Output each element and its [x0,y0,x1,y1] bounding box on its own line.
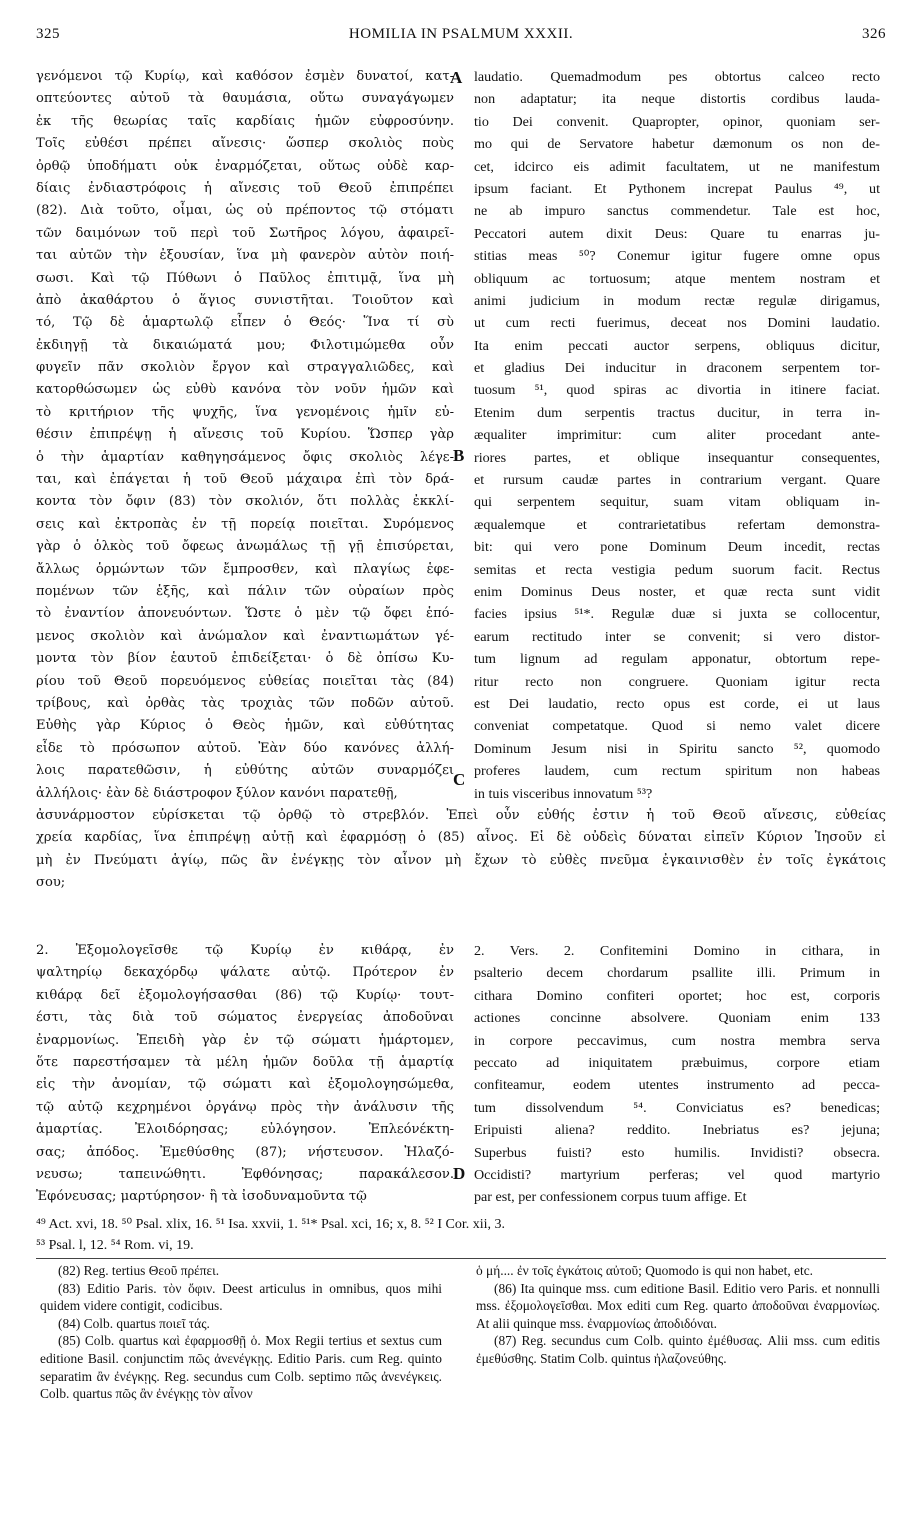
greek-text-line: (82). Διὰ τοῦτο, οἶμαι, ὡς οὐ πρέποντος τῷ στόματι [36,203,454,219]
latin-text-line: tio Dei convenit. Quapropter, opinor, quoniam ser- [474,113,880,130]
latin-column-lower [474,940,880,1209]
running-header [36,26,886,54]
latin-text-line: facies ipsius ⁵¹*. Regulæ duæ si juxta se collocentur, [474,606,880,623]
greek-text-line: γὰρ ὁ ὁλκὸς τοῦ ὄφεως ἀνωμάλως τῇ γῇ ἐπισύρεται, [36,539,454,555]
latin-text-line: ut cum recti fuerimus, deceat nos Domini laudatio. [474,315,880,332]
latin-text-line: stitias meas ⁵⁰? Conemur igitur fugere omne opus [474,248,880,265]
footnote: ὁ μή.... ἐν τοῖς ἐγκάτοις αὐτοῦ; Quomodo is qui non habet, etc. [476,1263,813,1278]
latin-text-line: Superbus fuisti? esto humilis. Invidisti? obsecra. [474,1144,880,1161]
greek-text-line: Ἐφόνευσας; μαρτύρησον· ἢ τὰ ἰσοδυναμοῦντα τῷ [36,1189,367,1205]
latin-text-line: Eripuisti aliena? reddito. Inebriatus es? jejuna; [474,1122,880,1139]
latin-text-line: æqualemque et contrarietatibus refertam demonstra- [474,516,880,533]
greek-text-line: ἀλλήλοις· ἐὰν δὲ διάστροφον ξύλον κανόνι παρατεθῇ, [36,785,398,801]
latin-text-line: par est, per confessionem corpus tuum affige. Et [474,1189,747,1206]
greek-text-line: ὁ τὴν ἁμαρτίαν καθηγησάμενος ὄφις σκολιὸς λέγε- [36,449,454,465]
latin-text-line: enim Dominus Deus noster, et quæ recta sunt vidit [474,583,880,600]
section-marker-d: D [453,1164,466,1183]
greek-text-line: ὀρθῷ ὑποδήματι οὐκ ἐναρμόζεται, οὕτως οὐδὲ καρ- [36,158,454,174]
greek-text-line: ἐκδιηγῇ τὰ δικαιώματά μου; Φιλοτιμώμεθα οὖν [36,337,454,353]
greek-text-line: εἶδε τὸ πρόσωπον αὐτοῦ. Ἐὰν δύο κανόνες ἀλλή- [36,740,454,756]
latin-text-line: actiones concinne absolvere. Quoniam enim 133 [474,1010,880,1027]
latin-text-line: tum lignum ad regulam apponatur, obtortum repe- [474,651,880,668]
greek-text-line: κοντα τὸν ὄφιν (83) τὸν σκολιόν, ὅτι πολλὰς ἐκκλί- [36,494,454,510]
greek-text-line: εἰς τὴν ἀνομίαν, τῷ σώματι καὶ ἐξομολογησώμεθα, [36,1077,454,1093]
greek-text-line: ἀσυνάρμοστον εὑρίσκεται τῷ ὀρθῷ τὸ στρεβλόν. Ἐπεὶ οὖν εὐθής ἐστιν ἡ τοῦ Θεοῦ αἴνεσις, εὐθείας [36,808,886,823]
scripture-references [36,1214,886,1256]
latin-text-line: riores partes, et oblique insequantur consequentes, [474,449,880,466]
greek-text-line: θέσιν ἐπιπρέψῃ ἡ αἴνεσις τοῦ Κυρίου. Ὥσπερ γὰρ [36,427,454,443]
greek-text-line: ἄλλως ὁρμώντων τῶν ἔμπροσθεν, καὶ πλαγίως ἑφε- [36,561,454,577]
latin-text-line: Peccatori autem dixit Deus: Quare tu enarras ju- [474,225,880,242]
greek-text-line: ἐναρμονίως. Ἐπειδὴ γὰρ ἐν τῷ σώματι ἡμάρτομεν, [36,1032,454,1048]
greek-text-line: σεις καὶ ἐκτροπὰς ἐν τῇ πορείᾳ ποιεῖται. Συρόμενος [36,516,454,532]
footnote-divider [36,1258,886,1259]
latin-text-line: 2. Vers. 2. Confitemini Domino in cithara, in [474,943,880,959]
latin-text-line: Dominum Jesum nisi in Spiritu sancto ⁵², quomodo [474,740,880,757]
greek-text-line: έστι, τὰς διὰ τοῦ σώματος ἐνεργείας ἀποδοῦναι [36,1010,454,1026]
greek-text-line: τρίβους, καὶ ὀρθὰς τὰς τροχιὰς τῶν ποδῶν αὐτοῦ. [36,695,454,711]
greek-text-line: φυγεῖν πᾶν σκολιὸν ἔργον καὶ στραγγαλιῶδες, καὶ [36,360,454,376]
greek-text-line: Τοῖς εὐθέσι πρέπει αἴνεσις· ὥσπερ σκολιὸς ποὺς [36,136,454,152]
greek-column-upper [36,66,454,805]
footnote: (85) Colb. quartus καὶ ἐφαρμοσθῇ ὁ. Mox Regii tertius et sextus cum editione Basil. conjunctim πῶς ἀνενέγκῃς. Editio Paris. cum Reg. quinto separatim ἂν ἐνέγκῃς. Reg. secundus cum Colb. septimo πῶς ἀνενέγκεις. Colb. quartus πῶς ἂν ἐνέγκῃς τὸν αἶνον [40,1333,442,1402]
greek-text-line: τό, Τῷ δὲ ἁμαρτωλῷ εἶπεν ὁ Θεός· Ἵνα τί σὺ [36,315,454,331]
latin-text-line: psalterio decem chordarum psallite illi. Primum in [474,965,880,982]
latin-text-line: earum rectitudo inter se convenit; si vero distor- [474,628,880,645]
greek-text-line: σωσι. Καὶ τῷ Πύθωνι ὁ Παῦλος ἐπιτιμᾷ, ἵνα μὴ [36,270,454,286]
latin-text-line: non adaptatur; ita neque distortis cordibus lauda- [474,91,880,108]
latin-text-line: cet, idcirco eis adimit facultatem, ut ne manifestum [474,158,880,175]
latin-text-line: peccato ad iniquitatem præbuimus, corpore etiam [474,1054,880,1071]
page-number-right: 326 [862,26,886,42]
latin-text-line: animi judicium in modum rectæ regulæ dirigamus, [474,292,880,309]
latin-text-line: ipsum faciant. Et Pythonem increpat Paulus ⁴⁹, ut [474,180,880,197]
greek-text-line: τὸ κριτήριον τῆς ψυχῆς, ἵνα γενομένοις ἡμῖν εὐ- [36,404,454,420]
latin-text-line: mo qui de Servatore habetur dæmonum os non de- [474,136,880,153]
footnote: (86) Ita quinque mss. cum editione Basil. Editio vero Paris. et nonnulli mss. ἐξομολογεῖσθαι. Mox editi cum Reg. quarto ἀποδοῦναι ἐναρμονίως. At alii quinque mss. ἐναρμονίως ἀποδιδόναι. [476,1280,880,1331]
latin-text-line: et gladius Dei inducitur in draconem serpentem tor- [474,360,880,377]
footnote: (87) Reg. secundus cum Colb. quinto ἐμέθυσας. Alii mss. cum editis ἐμεθύσθης. Statim Colb. quintus ἠλαζονεύθης. [476,1333,880,1366]
latin-text-line: bit: qui vero pone Dominum Deum incedit, rectas [474,539,880,556]
latin-text-line: qui serpentem sequitur, suam vitam obliquam in- [474,494,880,511]
section-marker-c: C [453,770,466,789]
latin-text-line: et rursum caudæ partes in contrarium vergant. Quare [474,472,880,489]
greek-text-line: κατορθώσωμεν ὡς εὐθὺ κανόνα τὸν νοῦν ἡμῶν καὶ [36,382,454,398]
footnote: (83) Editio Paris. τὸν ὄφιν. Deest articulus in omnibus, quos mihi quidem videre contigit, codicibus. [40,1280,442,1314]
greek-text-line: χρεία καρδίας, ἵνα ἐπιπρέψῃ αὐτῇ καὶ ἐφαρμόσῃ ὁ (85) αἶνος. Εἰ δὲ οὐδεὶς δύναται εἰπεῖν Κύριον Ἰησοῦν εἰ [36,830,886,846]
latin-text-line: Occidisti? martyrium perferas; vel quod martyrio [474,1166,880,1183]
greek-text-line: πομένων τῶν ἑξῆς, καὶ πάλιν τῶν οὐραίων πρὸς [36,583,454,599]
greek-text-line: λοις παρατεθῶσιν, ἡ εὐθύτης αὐτῶν συναρμόζει [36,763,454,779]
footnote: (82) Reg. tertius Θεοῦ πρέπει. [58,1263,220,1278]
footnotes-right [476,1262,880,1368]
latin-text-line: tuosum ⁵¹, quod spiras ac divortia in itinere faciat. [474,382,880,399]
section-marker-a: A [450,68,463,87]
greek-text-line: τῷ αὐτῷ κεχρημένοι ὀργάνῳ πρὸς τὴν ἀνάλυσιν τῆς [36,1099,454,1115]
latin-column-upper [474,66,880,805]
greek-text-line: ἐκ τῆς θεωρίας ταῖς καρδίαις ἡμῶν εὐφροσύνην. [36,113,454,129]
section-marker-b: B [453,446,465,465]
greek-text-line: μὴ ἐν Πνεύματι ἁγίῳ, πῶς ἂν ἐνέγκῃς τὸν αἶνον μὴ ἔχων τὸ εὐθὲς πνεῦμα ἐγκαινισθὲν ἐν τοῖς ἐγκάτοις [36,852,886,868]
greek-text-line: 2. Ἐξομολογεῖσθε τῷ Κυρίῳ ἐν κιθάρᾳ, ἐν [36,943,454,958]
greek-text-line: ρίου τοῦ Θεοῦ πορευόμενος εὐθείας ποιεῖται τὰς (84) [36,673,454,689]
page-number-left: 325 [36,26,60,42]
latin-text-line: est Dei laudatio, recto opus est corde, ei ut laus [474,695,880,712]
greek-text-line: γενόμενοι τῷ Κυρίῳ, καὶ καθόσον ἐσμὲν δυνατοί, κατ- [36,69,454,84]
latin-text-line: ne ab impuro sanctus commendetur. Tale est hoc, [474,203,880,220]
latin-text-line: in tuis visceribus innovatum ⁵³? [474,785,653,802]
greek-text-line: τὸ ἐναντίον ἀπονευόντων. Ὥστε ὁ μὲν τῷ ὄφει ἑπό- [36,606,454,622]
greek-text-line: κιθάρᾳ δεῖ ἐξομολογήσασθαι (86) τῷ Κυρίῳ· τουτ- [36,987,454,1003]
greek-text-line: ται αὐτῶν τὴν ἐξουσίαν, ἵνα μὴ φανερὸν αὐτὸν ποιή- [36,248,454,264]
greek-text-line: ἀπὸ ἀκαθάρτου ὁ ἅγιος συνιστῆται. Τοιοῦτον καὶ [36,292,454,308]
greek-text-line: ται, καὶ ἐπάγεται ἡ τοῦ Θεοῦ μάχαιρα ἐπὶ τὸν δρά- [36,472,454,488]
latin-text-line: Ita enim peccati auctor serpens, obliquus dicitur, [474,337,880,354]
greek-text-line: οπτεύοντες αὐτοῦ τὰ θαυμάσια, οὕτω συναγάγωμεν [36,91,454,107]
scripture-reference-line: ⁵³ Psal. l, 12. ⁵⁴ Rom. vi, 19. [36,1238,194,1253]
running-title: HOMILIA IN PSALMUM XXXII. [348,26,574,42]
latin-text-line: obliquum ac tortuosum; atque mentem nostram et [474,270,880,287]
latin-text-line: laudatio. Quemadmodum pes obtortus calceo recto [474,69,880,85]
greek-text-line: σου; [36,875,66,891]
greek-text-line: Εὐθὴς γὰρ Κύριος ὁ Θεὸς ἡμῶν, καὶ εὐθύτητας [36,718,454,734]
greek-text-line: μοντα τὸν βίον ἑαυτοῦ ἐπιδείξεται· ὁ δὲ ὀπίσω Κυ- [36,651,454,667]
latin-text-line: semitas et recta vestigia pedum suorum facit. Rectus [474,561,880,578]
latin-text-line: in corpore peccavimus, cum nostra membra serva [474,1032,880,1049]
greek-text-line: ὅτε παρεστήσαμεν τὰ μέλη ἡμῶν δοῦλα τῇ ἁμαρτίᾳ [36,1054,454,1070]
latin-text-line: proferes laudem, cum rectum spiritum non habeas [474,763,880,780]
latin-text-line: conveniat competatque. Quod si nemo valet dicere [474,718,880,735]
greek-text-line: τῶν δαιμόνων τοῦ περὶ τοῦ Σωτῆρος λόγου, ἀφαιρεῖ- [36,225,454,241]
greek-text-line: μενος σκολιὸν καὶ ἀνώμαλον καὶ ἐναντιωμάτων γέ- [36,628,454,644]
footnotes-left [40,1262,442,1403]
latin-text-line: cithara Domino confiteri oportet; hoc est, corporis [474,987,880,1004]
latin-text-line: æqualiter imprimitur: cum aliter procedant ante- [474,427,880,444]
latin-text-line: tum dissolvendum ⁵⁴. Conviciatus es? benedicas; [474,1099,880,1116]
latin-text-line: ritur recto non congruere. Quoniam igitur recta [474,673,880,690]
footnote: (84) Colb. quartus ποιεῖ τάς. [58,1315,210,1331]
latin-text-line: Etenim dum serpentis tractus ducitur, in terra in- [474,404,880,421]
greek-text-line: δίαις ἐνδιαστρόφοις ἡ αἴνεσις τοῦ Θεοῦ ἐπιπρέπει [36,180,454,196]
greek-text-line: ἁμαρτίας. Ἐλοιδόρησας; εὐλόγησον. Ἐπλεόνέκτη- [36,1122,454,1138]
greek-column-lower [36,940,454,1209]
greek-text-line: σας; ἀπόδος. Ἐμεθύσθης (87); νήστευσον. Ἠλαζό- [36,1144,454,1160]
greek-text-line: νευσω; ταπεινώθητι. Ἐφθόνησας; παρακάλεσον. [36,1166,454,1182]
latin-text-line: confiteamur, eodem utentes instrumento ad pecca- [474,1077,880,1094]
full-width-greek-lines [36,805,886,895]
scripture-reference-line: ⁴⁹ Act. xvi, 18. ⁵⁰ Psal. xlix, 16. ⁵¹ Isa. xxvii, 1. ⁵¹* Psal. xci, 16; x, 8. ⁵² I Cor. xii, 3. [36,1217,506,1232]
greek-text-line: ψαλτηρίῳ δεκαχόρδῳ ψάλατε αὐτῷ. Πρότερον ἐν [36,965,454,981]
